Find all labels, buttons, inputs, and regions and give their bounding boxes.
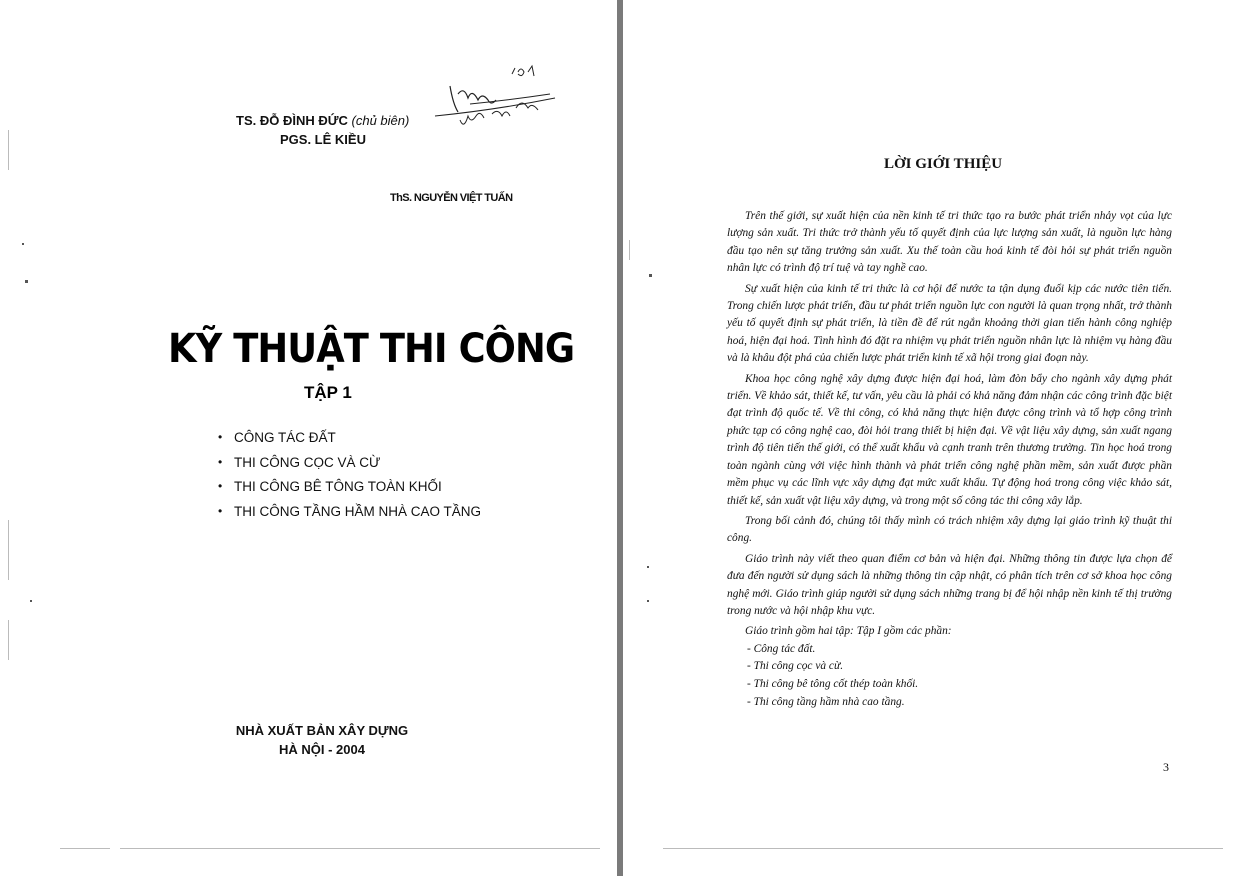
paragraph: Sự xuất hiện của kinh tế tri thức là cơ hội để nước ta tận dụng đuổi kịp các nước tiên tiến. Trong chiến lược phát triển, đầu tư phát triển nguồn lực con người là quan trọng nhất, trở thành yếu tố quyết định sự phát triển, là tiền đề để rút ngắn khoảng thời gian tiến hành công nghiệp hoá, hiện đại hoá. Tình hình đó đặt ra nhiệm vụ phát triển nguồn nhân lực là nhiệm vụ hàng đầu và là khâu đột phá của chiến lược phát triển kinh tế xã hội trong giai đoạn này.: [727, 282, 1172, 365]
publication-place-year: HÀ NỘI - 2004: [279, 742, 365, 757]
scan-mark: [8, 620, 9, 660]
author-block: [236, 111, 409, 149]
scan-mark: [663, 848, 1223, 849]
scan-speck: [30, 600, 32, 602]
list-item: • THI CÔNG BÊ TÔNG TOÀN KHỐI: [218, 479, 442, 494]
list-item: - Thi công tầng hầm nhà cao tầng.: [747, 695, 905, 708]
list-item: - Công tác đất.: [747, 642, 816, 655]
section-heading: LỜI GIỚI THIỆU: [883, 156, 1003, 172]
bullet-icon: •: [218, 503, 223, 518]
paragraph: Trong bối cảnh đó, chúng tôi thấy mình có trách nhiệm xây dựng lại giáo trình kỹ thuật thi công.: [727, 514, 1172, 545]
list-item: • THI CÔNG TẦNG HẦM NHÀ CAO TẦNG: [218, 503, 482, 519]
scan-speck: [647, 600, 649, 602]
bullet-icon: •: [218, 479, 223, 493]
list-item: - Thi công cọc và cừ.: [747, 660, 844, 673]
publisher-name: NHÀ XUẤT BẢN XÂY DỰNG: [235, 723, 409, 738]
intro-body: [727, 208, 1172, 711]
scan-speck: [25, 280, 28, 283]
scan-mark: [8, 130, 9, 170]
list-item: • THI CÔNG CỌC VÀ CỪ: [218, 454, 381, 470]
publisher-block: [0, 721, 617, 759]
bullet-icon: •: [218, 430, 223, 444]
introduction-page: [623, 0, 1243, 876]
paragraph: Khoa học công nghệ xây dựng được hiện đại hoá, làm đòn bẩy cho ngành xây dựng phát triển. Về khảo sát, thiết kế, tư vấn, yêu cầu là phải có khả năng đảm nhận các công trình đặc biệt đạt trình độ quốc tế. Về thi công, có khả năng thực hiện được công trình và tổ hợp công trình phức tạp có công nghệ cao, đòi hỏi trang thiết bị hiện đại. Về vật liệu xây dựng, sản xuất ngang trình độ tiên tiến thế giới, có thể xuất khẩu và cạnh tranh trên thương trường. Tin học hoá trong toàn ngành cùng với việc hình thành và phát triển công nghệ phần mềm, sản xuất được phần mềm phục vụ các lĩnh vực xây dựng đạt mức xuất khẩu. Tự động hoá trong công việc khảo sát, thiết kế, sản xuất vật liệu xây dựng, và trong một số công tác thi công xây lắp.: [727, 372, 1172, 507]
scan-mark: [8, 520, 9, 580]
author-secondary: PGS. LÊ KIỀU: [280, 132, 366, 147]
list-item: • CÔNG TÁC ĐẤT: [218, 430, 336, 445]
cover-page: [0, 0, 617, 876]
contents-list: [218, 430, 481, 528]
paragraph: Giáo trình này viết theo quan điểm cơ bản và hiện đại. Những thông tin được lựa chọn để đưa đến người sử dụng sách là những thông tin cập nhật, có phân tích trên cơ sở khoa học công nghệ mới. Giáo trình giúp người sử dụng sách những trang bị để hội nhập nền kinh tế thị trường trong nước và hội nhập khu vực.: [727, 552, 1172, 617]
bullet-icon: •: [218, 454, 223, 469]
handwritten-signature: [420, 58, 570, 138]
book-title: KỸ THUẬT THI CÔNG: [168, 326, 575, 372]
volume-label: TẬP 1: [304, 383, 352, 402]
scan-speck: [649, 274, 652, 277]
page-number: 3: [1163, 760, 1169, 774]
coauthor: ThS. NGUYỄN VIỆT TUẤN: [390, 192, 513, 204]
scan-mark: [629, 240, 630, 260]
scan-speck: [22, 243, 24, 245]
author-role: (chủ biên): [351, 113, 410, 128]
paragraph-lead: Giáo trình gồm hai tập: Tập I gồm các phần:: [745, 625, 952, 638]
list-item: - Thi công bê tông cốt thép toàn khối.: [747, 677, 919, 690]
scan-mark: [120, 848, 600, 849]
scan-speck: [647, 566, 649, 568]
author-primary: TS. ĐỖ ĐÌNH ĐỨC: [236, 113, 348, 128]
paragraph: Trên thế giới, sự xuất hiện của nền kinh tế tri thức tạo ra bước phát triển nhảy vọt của lực lượng sản xuất. Tri thức trở thành yếu tố quyết định của lực lượng sản xuất, là nguồn lực hàng đầu tạo nên sự tăng trưởng sản xuất. Xu thế toàn cầu hoá kinh tế đòi hỏi sự phát triển nguồn nhân lực có trình độ trí tuệ và tay nghề cao.: [727, 210, 1172, 275]
scan-mark: [60, 848, 110, 849]
